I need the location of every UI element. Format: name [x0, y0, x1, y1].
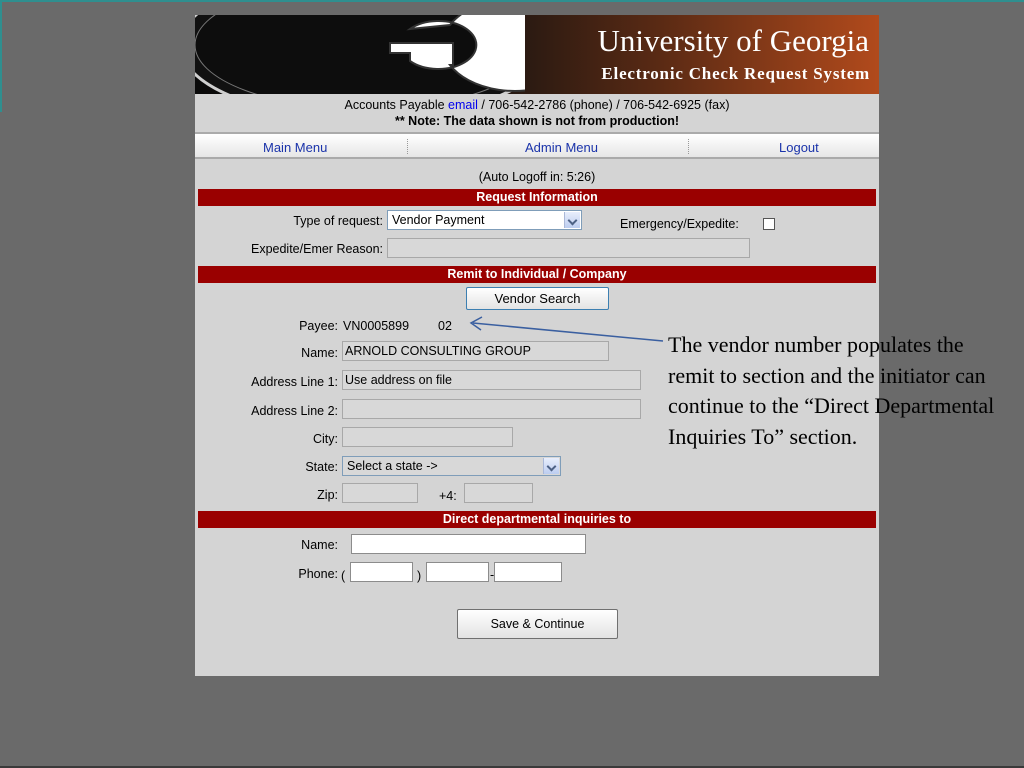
state-select[interactable] — [342, 456, 561, 476]
type-of-request-select[interactable] — [387, 210, 582, 230]
contact-line — [195, 97, 879, 113]
state-label: State: — [305, 460, 338, 474]
zip-field[interactable] — [342, 483, 418, 503]
state-value: Select a state -> — [347, 459, 438, 473]
menu-separator — [407, 139, 408, 154]
save-continue-button[interactable]: Save & Continue — [457, 609, 618, 639]
inquiry-name-field[interactable] — [351, 534, 586, 554]
inquiries-heading: Direct departmental inquiries to — [198, 511, 876, 528]
main-menu-link[interactable]: Main Menu — [263, 140, 328, 155]
request-info-heading: Request Information — [198, 189, 876, 206]
type-of-request-value: Vendor Payment — [392, 213, 485, 227]
payee-label: Payee: — [299, 319, 338, 333]
app-header — [195, 15, 879, 94]
address2-label: Address Line 2: — [251, 404, 338, 418]
production-note: ** Note: The data shown is not from production! — [394, 114, 680, 128]
menu-bar — [195, 132, 879, 159]
payee-value: VN0005899 — [343, 319, 410, 333]
chevron-down-icon — [564, 212, 580, 228]
phone-line-field[interactable] — [494, 562, 562, 582]
inquiry-name-label: Name: — [301, 538, 338, 552]
payee-suffix: 02 — [438, 319, 452, 333]
email-link[interactable]: email — [448, 98, 478, 112]
plus4-field[interactable] — [464, 483, 533, 503]
expedite-reason-field[interactable] — [387, 238, 750, 258]
emergency-label: Emergency/Expedite: — [620, 217, 739, 231]
phone-paren-close: ) — [417, 569, 422, 583]
slide-left-border — [0, 0, 2, 112]
expedite-reason-label: Expedite/Emer Reason: — [250, 242, 383, 256]
city-label: City: — [313, 432, 338, 446]
callout-annotation: The vendor number populates the remit to section and the initiator can continue to the “Direct Departmental Inquiries To” section. — [668, 332, 995, 449]
zip-label: Zip: — [317, 488, 338, 502]
remit-heading: Remit to Individual / Company — [198, 266, 876, 283]
address1-field[interactable]: Use address on file — [342, 370, 641, 390]
vendor-name-field[interactable]: ARNOLD CONSULTING GROUP — [342, 341, 609, 361]
menu-separator — [688, 139, 689, 154]
header-title: University of Georgia — [597, 23, 869, 58]
header-subtitle: Electronic Check Request System — [601, 64, 870, 83]
contact-info — [195, 97, 879, 129]
logout-link[interactable]: Logout — [779, 140, 819, 155]
type-of-request-label: Type of request: — [293, 214, 383, 228]
contact-phones: / 706-542-2786 (phone) / 706-542-6925 (fax) — [477, 98, 730, 112]
phone-prefix-field[interactable] — [426, 562, 489, 582]
phone-label: Phone: — [298, 567, 338, 581]
slide-top-border — [0, 0, 1024, 2]
name-label: Name: — [301, 346, 338, 360]
vendor-search-button[interactable]: Vendor Search — [466, 287, 609, 310]
address2-field[interactable] — [342, 399, 641, 419]
city-field[interactable] — [342, 427, 513, 447]
phone-paren-open: ( — [341, 569, 346, 583]
georgia-g-logo-icon — [195, 15, 525, 94]
phone-area-field[interactable] — [350, 562, 413, 582]
admin-menu-link[interactable]: Admin Menu — [525, 140, 598, 155]
contact-prefix: Accounts Payable — [344, 98, 449, 112]
phone-dash: - — [490, 568, 495, 582]
address1-label: Address Line 1: — [251, 375, 338, 389]
auto-logoff-timer: (Auto Logoff in: 5:26) — [478, 170, 596, 184]
plus4-label: +4: — [439, 489, 457, 503]
emergency-checkbox[interactable] — [763, 218, 775, 230]
chevron-down-icon — [543, 458, 559, 474]
